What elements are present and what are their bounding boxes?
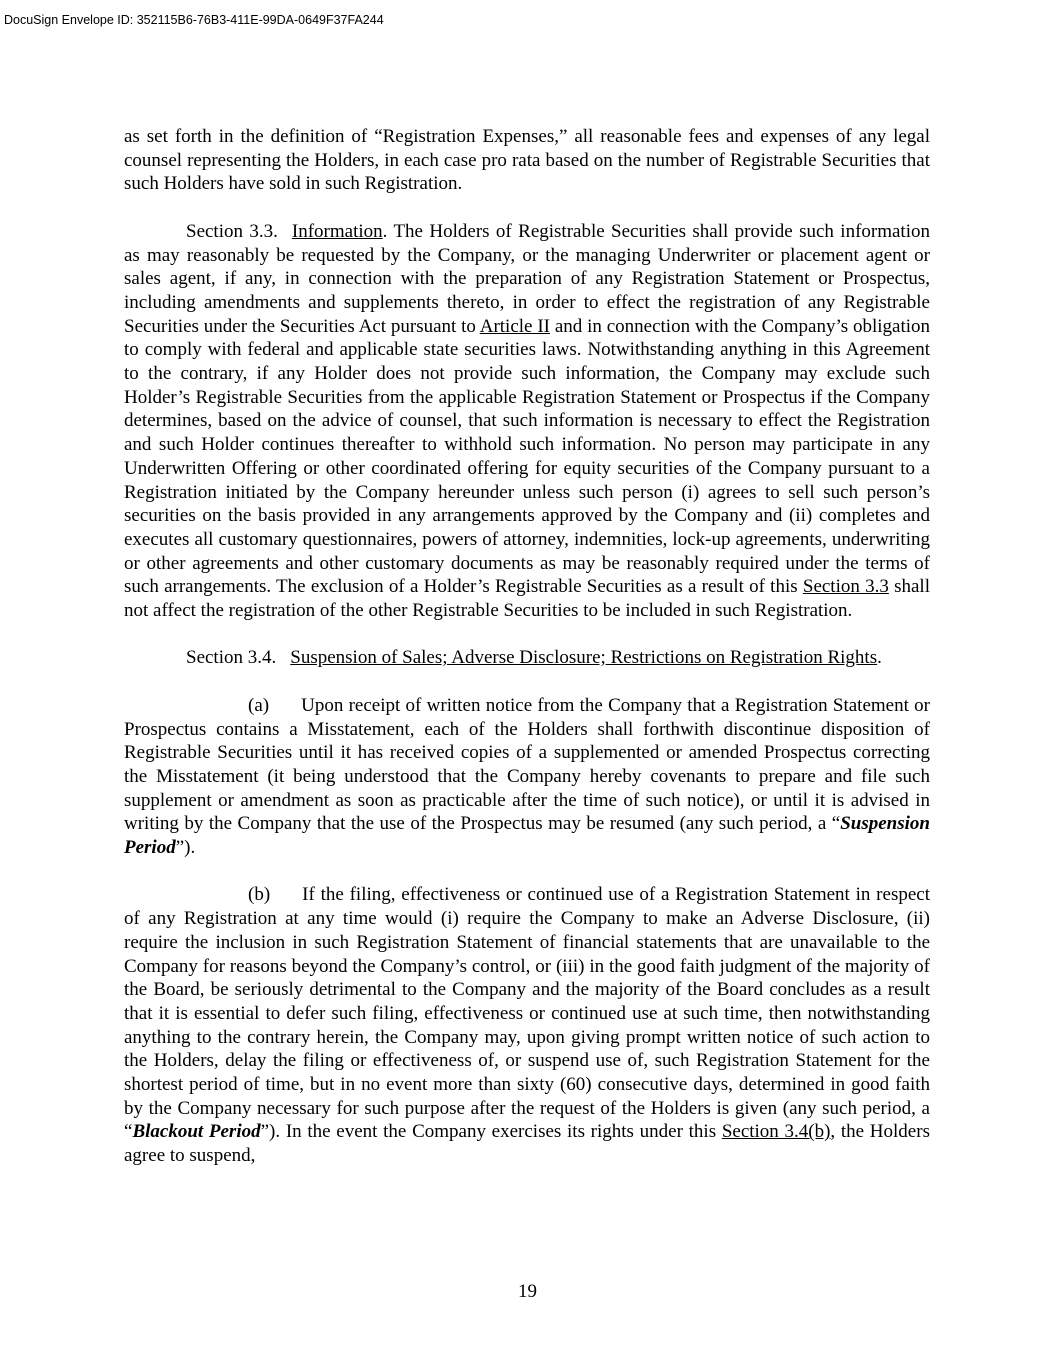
page-number: 19 bbox=[518, 1281, 537, 1302]
subsection-a-text: Upon receipt of written notice from the Company that a Registration Statement or Prospectus contains a Misstatement, each of the Holders shall forthwith discontinue disposition of Registrable Securities until it has received copies of a supplemented or amended Prospectus correcting the Misstatement (it being understood that the Company hereby covenants to prepare and file such supplement or amendment as soon as practicable after the time of such notice), or until it is advised in writing by the Company that the use of the Prospectus may be resumed (any such period, a “ bbox=[124, 694, 930, 835]
section-3-3-text-3: shall not affect the registration of the other Registrable Securities to be included in such Registration. bbox=[124, 576, 930, 622]
subsection-b-text-2: ”). In the event the Company exercises its rights under this bbox=[260, 1121, 722, 1143]
section-3-3-text-2: and in connection with the Company’s obligation to comply with federal and applicable state securities laws. Notwithstanding anything in this Agreement to the contrary, if any Holder does not provide such information, the Company may exclude such Holder’s Registrable Securities from the applicable Registration Statement or Prospectus if the Company determines, based on the advice of counsel, that such information is necessary to effect the Registration and such Holder continues thereafter to withhold such information. No person may participate in any Underwritten Offering or other coordinated offering for equity securities of the Company pursuant to a Registration initiated by the Company hereunder unless such person (i) agrees to sell such person’s securities on the basis provided in any arrangements approved by the Company and (ii) completes and executes all customary questionnaires, powers of attorney, indemnities, lock-up agreements, underwriting or other agreements and other customary documents as may be reasonably required under the terms of such arrangements. The exclusion of a Holder’s Registrable Securities as a result of this bbox=[124, 315, 931, 598]
section-3-3-paragraph bbox=[124, 220, 930, 623]
section-3-3-text-1: . The Holders of Registrable Securities shall provide such information as may reasonably be requested by the Company, or the managing Underwriter or placement agent or sales agent, if any, in connection with the preparation of any Registration Statement or Prospectus, including amendments and supplements thereto, in order to effect the registration of any Registrable Securities under the Securities Act pursuant to bbox=[124, 220, 930, 337]
section-3-3-number: Section 3.3. bbox=[186, 220, 278, 242]
subsection-b-label: (b) bbox=[248, 884, 271, 906]
section-3-4-title: Suspension of Sales; Adverse Disclosure; Restrictions on Registration Rights bbox=[290, 647, 878, 669]
article-ii-reference: Article II bbox=[479, 315, 550, 337]
section-3-4-period: . bbox=[877, 647, 882, 669]
subsection-a-end: ”). bbox=[175, 837, 196, 859]
section-3-4-heading bbox=[124, 646, 930, 670]
blackout-period-term: Blackout Period bbox=[132, 1121, 261, 1143]
suspension-period-term: Suspension Period bbox=[124, 813, 930, 859]
document-body bbox=[124, 125, 930, 1168]
paragraph-continuation: as set forth in the definition of “Registration Expenses,” all reasonable fees and expenses of any legal counsel representing the Holders, in each case pro rata based on the number of Registrable Securities that such Holders have sold in such Registration. bbox=[124, 126, 930, 195]
subsection-b-text: If the filing, effectiveness or continued use of a Registration Statement in respect of any Registration at any time would (i) require the Company to make an Adverse Disclosure, (ii) require the inclusion in such Registration Statement of financial statements that are unavailable to the Company for reasons beyond the Company’s control, or (iii) in the good faith judgment of the majority of the Board, be seriously detrimental to the Company and the majority of the Board concludes as a result that it is essential to defer such filing, effectiveness or continued use at such time, then notwithstanding anything to the contrary herein, the Company may, upon giving prompt written notice of such action to the Holders, delay the filing or effectiveness of, or suspend use of, such Registration Statement for the shortest period of time, but in no event more than sixty (60) consecutive days, determined in good faith by the Company necessary for such purpose after the request of the Holders is given (any such period, a “ bbox=[124, 884, 930, 1143]
docusign-envelope-id: DocuSign Envelope ID: 352115B6-76B3-411E-99DA-0649F37FA244 bbox=[4, 13, 384, 27]
subsection-b-end: , the Holders agree to suspend, bbox=[124, 1121, 930, 1167]
section-3-3-reference: Section 3.3 bbox=[802, 576, 889, 598]
section-3-4b-reference: Section 3.4(b) bbox=[721, 1121, 831, 1143]
section-3-4-number: Section 3.4. bbox=[186, 647, 277, 669]
subsection-a-paragraph bbox=[124, 694, 930, 860]
section-3-3-title: Information bbox=[291, 220, 383, 242]
subsection-a-label: (a) bbox=[248, 694, 270, 716]
subsection-b-paragraph bbox=[124, 883, 930, 1167]
